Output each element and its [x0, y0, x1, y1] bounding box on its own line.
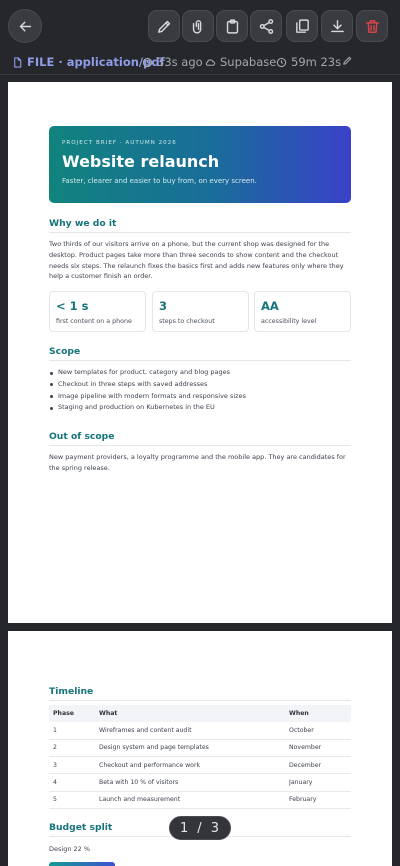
- list-item: Checkout in three steps with saved addresses: [49, 379, 349, 391]
- column-header: What: [95, 705, 285, 722]
- table-row: [49, 774, 351, 791]
- why-heading: Why we do it: [49, 218, 117, 229]
- copy-icon: [294, 18, 311, 35]
- paperclip-icon: [190, 18, 207, 35]
- timeline-rule: [49, 700, 351, 701]
- table-row: [49, 757, 351, 774]
- page-indicator: [169, 816, 231, 840]
- storage-provider: [205, 55, 276, 69]
- table-row: [49, 722, 351, 739]
- column-header: When: [285, 705, 351, 722]
- pencil-small-icon: [342, 55, 353, 66]
- stat-value: 3: [159, 299, 168, 313]
- download-icon: [329, 18, 346, 35]
- page-separator: /: [197, 820, 203, 836]
- clock-icon: [142, 57, 153, 68]
- stat-card: [152, 291, 249, 332]
- budget-design-bar: [49, 862, 115, 866]
- pencil-icon: [156, 18, 173, 35]
- expiry-timer-label: 59m 23s: [291, 55, 342, 69]
- scope-heading: Scope: [49, 346, 81, 357]
- clipboard-button[interactable]: [216, 10, 248, 42]
- table-cell: 4: [49, 774, 95, 791]
- out-of-scope-paragraph: New payment providers, a loyalty programme and the mobile app. They are candidates for the spring release.: [49, 453, 346, 472]
- why-rule: [49, 232, 351, 233]
- file-type-label: FILE · application/pdf: [27, 55, 165, 69]
- download-button[interactable]: [321, 10, 353, 42]
- share-button[interactable]: [250, 10, 282, 42]
- stat-value: AA: [261, 299, 279, 313]
- table-cell: November: [285, 739, 351, 756]
- storage-provider-label: Supabase: [220, 55, 277, 69]
- table-cell: 3: [49, 757, 95, 774]
- file-meta-bar: [0, 50, 400, 74]
- table-cell: 2: [49, 739, 95, 756]
- pdf-page-1: [8, 82, 392, 623]
- total-pages: 3: [210, 820, 220, 836]
- stat-label: first content on a phone: [56, 318, 132, 325]
- timeline-table: [49, 705, 351, 809]
- hero-subtitle: Faster, clearer and easier to buy from, on every screen.: [62, 177, 257, 185]
- table-cell: Beta with 10 % of visitors: [95, 774, 285, 791]
- current-page: 1: [180, 820, 190, 836]
- out-of-scope-heading: Out of scope: [49, 431, 115, 442]
- table-cell: Wireframes and content audit: [95, 722, 285, 739]
- table-header-row: [49, 705, 351, 722]
- edit-expiry-button[interactable]: [342, 55, 353, 66]
- timeline-heading: Timeline: [49, 686, 94, 697]
- column-header: Phase: [49, 705, 95, 722]
- list-item: Staging and production on Kubernetes in the EU: [49, 402, 349, 414]
- scope-rule: [49, 360, 351, 361]
- back-button[interactable]: [8, 9, 42, 43]
- cloud-icon: [205, 57, 216, 68]
- hero-banner: [49, 126, 351, 203]
- back-arrow-icon: [17, 18, 34, 35]
- file-age-label: 33s ago: [157, 55, 203, 69]
- attach-button[interactable]: [182, 10, 214, 42]
- stat-value: < 1 s: [56, 299, 89, 313]
- trash-icon: [364, 18, 381, 35]
- top-toolbar: [0, 0, 400, 50]
- table-cell: 1: [49, 722, 95, 739]
- stat-label: steps to checkout: [159, 318, 215, 325]
- table-cell: Launch and measurement: [95, 791, 285, 808]
- table-cell: Checkout and performance work: [95, 757, 285, 774]
- out-of-scope-rule: [49, 445, 351, 446]
- table-cell: January: [285, 774, 351, 791]
- hero-kicker: PROJECT BRIEF · AUTUMN 2026: [62, 140, 177, 146]
- why-paragraph: Two thirds of our visitors arrive on a phone, but the current shop was designed for the desktop. Product pages take more than three seconds to show content and the checkout needs six steps. The relaunch fixes the basics first and adds new features only where they help a customer finish an order.: [49, 240, 344, 281]
- expiry-timer: [276, 55, 341, 69]
- stat-card: [49, 291, 146, 332]
- table-cell: December: [285, 757, 351, 774]
- budget-heading: Budget split: [49, 822, 113, 833]
- share-icon: [258, 18, 275, 35]
- list-item: Image pipeline with modern formats and responsive sizes: [49, 391, 349, 403]
- copy-button[interactable]: [286, 10, 318, 42]
- header-divider: [0, 74, 400, 75]
- table-row: [49, 791, 351, 808]
- edit-button[interactable]: [148, 10, 180, 42]
- clipboard-icon: [224, 18, 241, 35]
- table-cell: Design system and page templates: [95, 739, 285, 756]
- table-cell: 5: [49, 791, 95, 808]
- stat-label: accessibility level: [261, 318, 317, 325]
- table-cell: October: [285, 722, 351, 739]
- table-row: [49, 739, 351, 756]
- scope-list: [49, 367, 349, 414]
- budget-design-label: Design 22 %: [49, 845, 91, 853]
- table-cell: February: [285, 791, 351, 808]
- file-icon: [12, 57, 23, 68]
- list-item: New templates for product, category and blog pages: [49, 367, 349, 379]
- file-age: [142, 55, 203, 69]
- delete-button[interactable]: [356, 10, 388, 42]
- hero-title: Website relaunch: [62, 152, 220, 171]
- timer-icon: [276, 57, 287, 68]
- stat-card: [254, 291, 351, 332]
